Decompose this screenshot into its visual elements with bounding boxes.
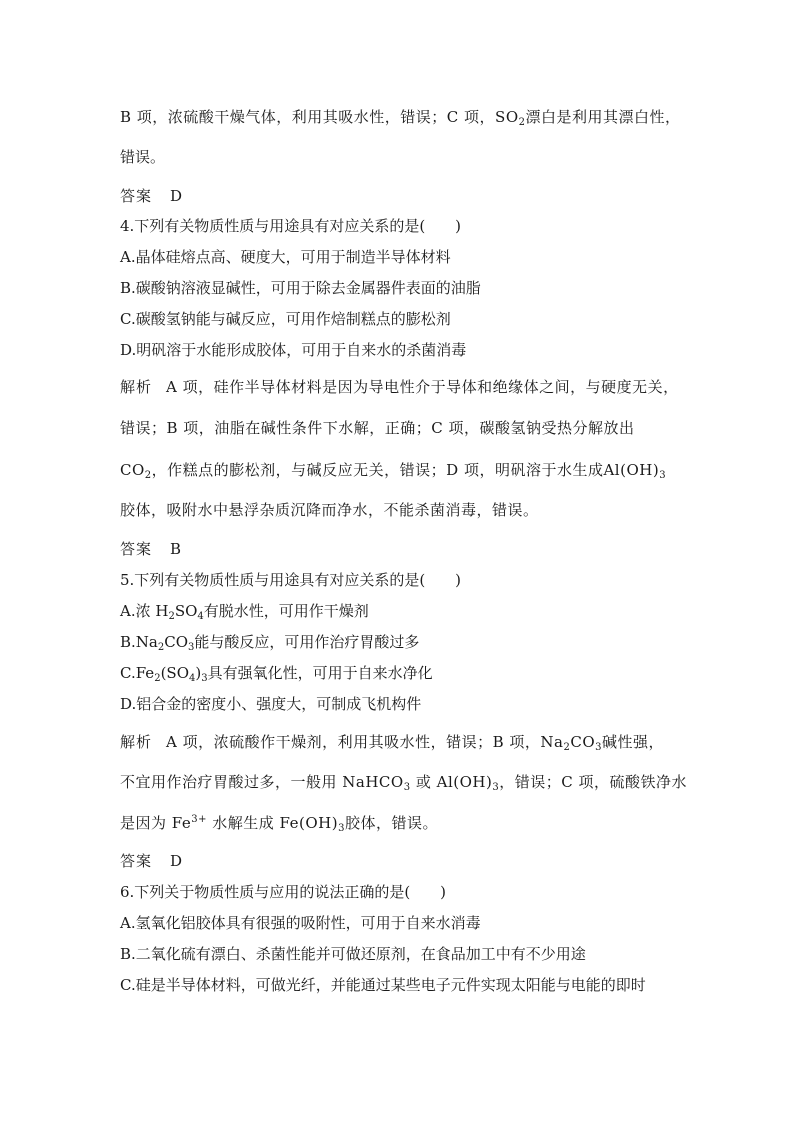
answer-label: 答案 (120, 852, 153, 870)
text: A.浓 H (120, 602, 169, 620)
q4-analysis-line-2: 错误；B 项，油脂在碱性条件下水解，正确；C 项，碳酸氢钠受热分解放出 (120, 419, 635, 437)
answer-value: D (170, 187, 183, 205)
text: C.Fe (120, 664, 155, 682)
subscript: 3 (659, 470, 667, 481)
text: SO (174, 602, 198, 620)
q5-option-d: D.铝合金的密度小、强度大，可制成飞机构件 (120, 695, 422, 713)
q6-option-a: A.氢氧化铝胶体具有很强的吸附性，可用于自来水消毒 (120, 914, 481, 932)
text: B.Na (120, 633, 158, 651)
q4-option-d: D.明矾溶于水能形成胶体，可用于自来水的杀菌消毒 (120, 341, 467, 359)
subscript: 3 (338, 823, 345, 834)
subscript: 2 (157, 642, 165, 653)
text: B 项，浓硫酸干燥气体，利用其吸水性，错误；C 项， (120, 108, 496, 126)
text: 是因为 Fe (120, 814, 192, 832)
text: 具有强氧化性，可用于自来水净化 (207, 664, 433, 682)
q4-analysis-line-3 (120, 460, 666, 480)
subscript: 3 (492, 782, 500, 793)
text: ，作糕点的膨松剂，与碱反应无关，错误；D 项，明矾溶于水生成 (151, 461, 604, 479)
subscript: 4 (197, 611, 204, 622)
subscript: 3 (595, 742, 603, 753)
q5-option-b (120, 632, 419, 652)
q4-answer (120, 539, 181, 559)
subscript: 2 (518, 117, 526, 128)
text: ，错误；C 项，硫酸铁净水 (499, 773, 687, 791)
q6-option-c: C.硅是半导体材料，可做光纤，并能通过某些电子元件实现太阳能与电能的即时 (120, 976, 646, 994)
text: 或 Al(OH) (410, 773, 493, 791)
subscript: 2 (144, 470, 152, 481)
q5-answer (120, 851, 182, 871)
analysis-label: 解析 (120, 733, 153, 751)
text: 水解生成 Fe(OH) (206, 814, 339, 832)
q5-analysis-line-1 (120, 732, 664, 752)
analysis-label: 解析 (120, 378, 153, 396)
q4-option-b: B.碳酸钠溶液显碱性，可用于除去金属器件表面的油脂 (120, 279, 481, 297)
q4-option-c: C.碳酸氢钠能与碱反应，可用作焙制糕点的膨松剂 (120, 310, 451, 328)
q6-option-b: B.二氧化硫有漂白、杀菌性能并可做还原剂，在食品加工中有不少用途 (120, 945, 586, 963)
answer-label: 答案 (120, 540, 153, 558)
q4-analysis-line-1 (120, 377, 679, 397)
text: 胶体，错误。 (344, 814, 438, 832)
text: A 项，硅作半导体材料是因为导电性介于导体和绝缘体之间，与硬度无关， (166, 378, 679, 396)
text: 有脱水性，可用作干燥剂 (203, 602, 369, 620)
q5-analysis-line-2 (120, 772, 687, 792)
subscript: 3 (403, 782, 411, 793)
superscript: 3+ (191, 814, 207, 825)
q4-analysis-line-4: 胶体，吸附水中悬浮杂质沉降而净水，不能杀菌消毒，错误。 (120, 501, 539, 519)
text: 能与酸反应，可用作治疗胃酸过多 (194, 633, 420, 651)
answer-value: D (170, 852, 183, 870)
subscript: 2 (563, 742, 571, 753)
q3-analysis-line-2: 错误。 (120, 148, 166, 166)
text: (SO (160, 664, 189, 682)
q3-analysis-line-1 (120, 107, 681, 127)
subscript: 3 (188, 642, 195, 653)
text: CO (164, 633, 189, 651)
q5-option-c (120, 663, 433, 683)
subscript: 3 (201, 673, 208, 684)
q3-answer (120, 186, 182, 206)
answer-label: 答案 (120, 187, 153, 205)
subscript: 2 (168, 611, 175, 622)
q5-analysis-line-3 (120, 813, 438, 833)
q4-option-a: A.晶体硅熔点高、硬度大，可用于制造半导体材料 (120, 248, 451, 266)
formula: Al(OH) (603, 461, 660, 479)
q6-stem: 6.下列关于物质性质与应用的说法正确的是( ) (120, 883, 447, 901)
answer-value: B (170, 540, 182, 558)
q5-stem: 5.下列有关物质性质与用途具有对应关系的是( ) (120, 571, 462, 589)
text: ) (195, 664, 202, 682)
q5-option-a (120, 601, 369, 621)
text: 不宜用作治疗胃酸过多，一般用 NaHCO (120, 773, 404, 791)
subscript: 2 (154, 673, 161, 684)
text: 漂白是利用其漂白性， (525, 108, 681, 126)
text: 碱性强， (602, 733, 665, 751)
text: CO (570, 733, 596, 751)
formula: CO (120, 461, 145, 479)
q4-stem: 4.下列有关物质性质与用途具有对应关系的是( ) (120, 217, 462, 235)
subscript: 4 (189, 673, 196, 684)
text: A 项，浓硫酸作干燥剂，利用其吸水性，错误；B 项，Na (166, 733, 564, 751)
formula: SO (495, 108, 519, 126)
